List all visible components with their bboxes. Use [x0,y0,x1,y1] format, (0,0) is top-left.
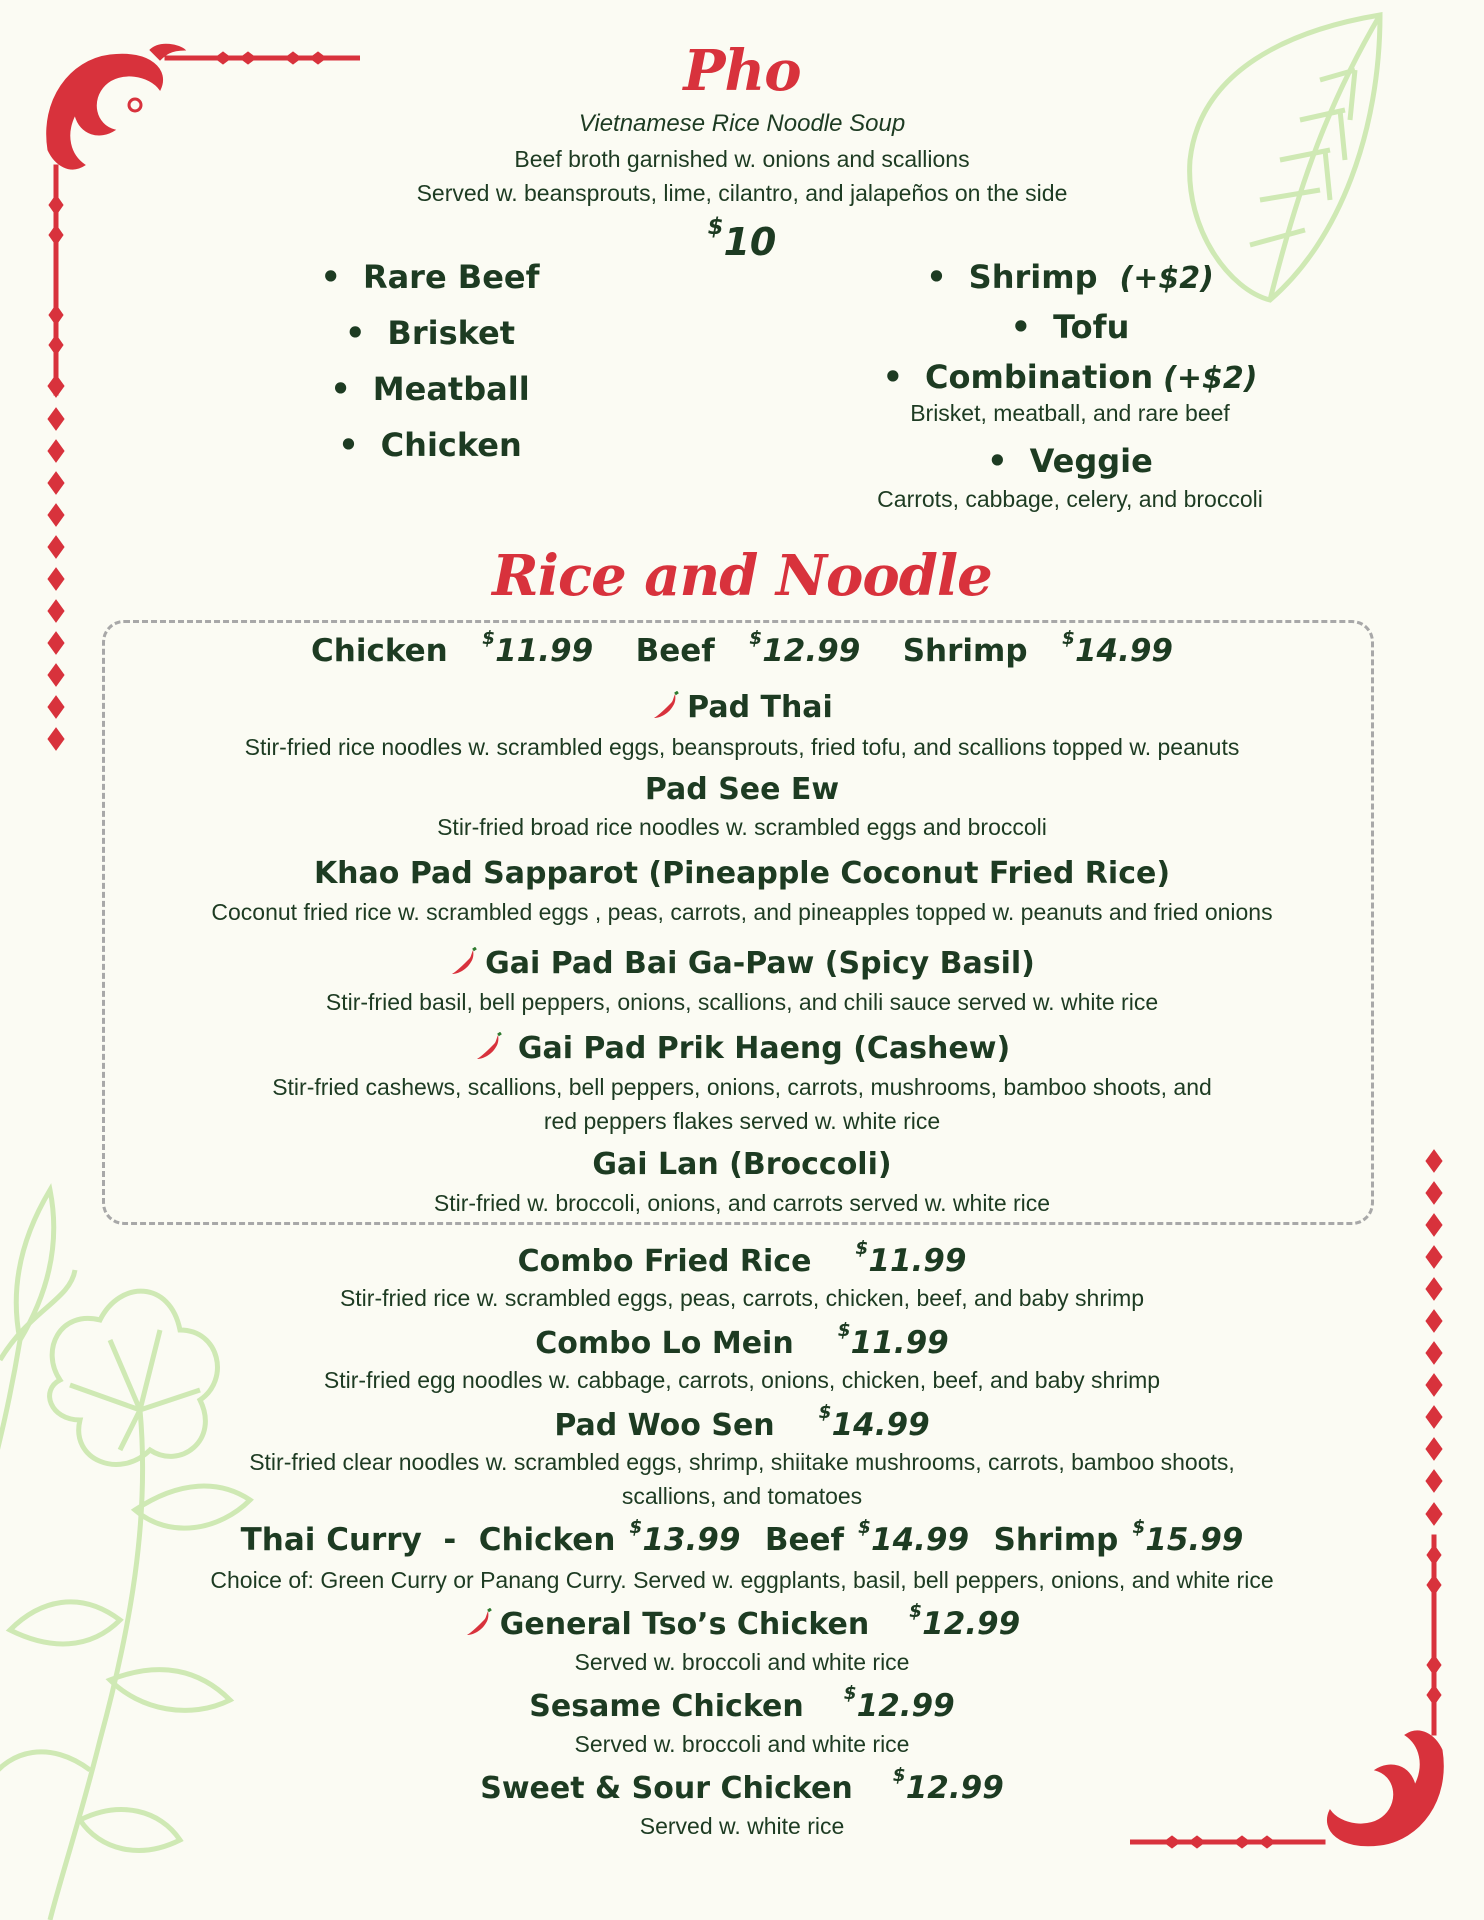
sweet-sour-chicken-description: Served w. white rice [639,1813,845,1839]
cashew-description-1: Stir-fried cashews, scallions, bell peppers, onions, carrots, mushrooms, bamboo shoots, and [272,1074,1212,1100]
list-item: • Chicken [338,426,522,464]
menu-item-sweet-sour-chicken [0,1765,1484,1806]
chili-pepper-icon [651,691,681,721]
combination-description: Brisket, meatball, and rare beef [910,400,1230,426]
chili-pepper-icon [464,1608,494,1638]
menu-item-spicy-basil: Gai Pad Bai Ga-Paw (Spicy Basil) [0,946,1484,981]
item-price: $12.99 [909,1601,1021,1642]
pho-description-2: Served w. beansprouts, lime, cilantro, and jalapeños on the side [416,180,1068,206]
menu-item-pad-see-ew: Pad See Ew [644,772,840,807]
curry-option-name: Shrimp [993,1522,1119,1558]
gai-lan-description: Stir-fried w. broccoli, onions, and carrots served w. white rice [433,1190,1051,1216]
list-item: • Veggie [987,442,1153,480]
menu-item-cashew: Gai Pad Prik Haeng (Cashew) [0,1031,1484,1066]
protein-price-row [0,628,1484,669]
protein-price: $12.99 [749,628,861,669]
cashew-description-2: red peppers flakes served w. white rice [543,1108,941,1134]
protein-name: Chicken [311,633,448,669]
chili-pepper-icon [449,947,479,977]
curry-option-price: $14.99 [858,1517,970,1558]
pho-left-list [230,258,630,482]
menu-item-combo-lo-mein [0,1320,1484,1361]
curry-option-price: $15.99 [1132,1517,1244,1558]
menu-item-thai-curry [0,1517,1484,1558]
pho-price: $10 [707,214,777,264]
list-item: • Rare Beef [320,258,540,296]
item-name: Combo Lo Mein [535,1326,794,1361]
curry-option-price: $13.99 [629,1517,741,1558]
item-price: $11.99 [855,1238,967,1279]
pad-see-ew-description: Stir-fried broad rice noodles w. scrambled eggs and broccoli [437,814,1047,840]
menu-item-general-tso [0,1601,1484,1642]
veggie-description: Carrots, cabbage, celery, and broccoli [877,486,1263,512]
sesame-chicken-description: Served w. broccoli and white rice [574,1731,910,1757]
pho-description-1: Beef broth garnished w. onions and scallions [514,146,970,172]
curry-option-name: Beef [764,1522,845,1558]
item-name: Combo Fried Rice [517,1244,812,1279]
protein-name: Shrimp [902,633,1028,669]
combo-lo-mein-description: Stir-fried egg noodles w. cabbage, carrots, onions, chicken, beef, and baby shrimp [323,1367,1161,1393]
spicy-basil-description: Stir-fried basil, bell peppers, onions, scallions, and chili sauce served w. white rice [325,989,1159,1015]
combo-fried-rice-description: Stir-fried rice w. scrambled eggs, peas, carrots, chicken, beef, and baby shrimp [339,1285,1145,1311]
pad-thai-description: Stir-fried rice noodles w. scrambled eggs, beansprouts, fried tofu, and scallions topped w. peanuts [244,734,1240,760]
pad-woo-sen-description-2: scallions, and tomatoes [621,1483,863,1509]
menu-item-gai-lan: Gai Lan (Broccoli) [592,1147,892,1182]
menu-item-pad-woo-sen [0,1402,1484,1443]
protein-name: Beef [635,633,715,669]
khao-pad-sapparot-description: Coconut fried rice w. scrambled eggs , peas, carrots, and pineapples topped w. peanuts and fried onions [211,899,1273,925]
list-item: • Brisket [344,314,516,352]
item-name: General Tso’s Chicken [499,1607,870,1642]
chili-pepper-icon [474,1032,504,1062]
menu-item-sesame-chicken [0,1683,1484,1724]
rice-noodle-title: Rice and Noodle [492,543,992,609]
protein-price: $14.99 [1061,628,1173,669]
list-item: • Shrimp (+$2) [926,258,1214,296]
item-price: $12.99 [843,1683,955,1724]
item-name: Sweet & Sour Chicken [480,1771,853,1806]
item-price: $12.99 [892,1765,1004,1806]
protein-price: $11.99 [482,628,594,669]
list-item: • Tofu [1010,308,1130,346]
list-item: • Meatball [330,370,530,408]
menu-item-khao-pad-sapparot: Khao Pad Sapparot (Pineapple Coconut Fried Rice) [313,856,1171,891]
thai-curry-description: Choice of: Green Curry or Panang Curry. Served w. eggplants, basil, bell peppers, onions, and white rice [210,1567,1274,1593]
pho-right-list [830,258,1310,513]
menu-item-combo-fried-rice [0,1238,1484,1279]
general-tso-description: Served w. broccoli and white rice [574,1649,910,1675]
pad-woo-sen-description-1: Stir-fried clear noodles w. scrambled eggs, shrimp, shiitake mushrooms, carrots, bamboo shoots, [249,1449,1235,1475]
menu-item-pad-thai: Pad Thai [0,690,1484,725]
pho-subtitle: Vietnamese Rice Noodle Soup [578,110,906,137]
item-name: Pad Woo Sen [554,1408,775,1443]
item-name: Thai Curry - [240,1522,457,1558]
list-item: • Combination (+$2) [882,358,1258,396]
item-name: Sesame Chicken [529,1689,804,1724]
curry-option-name: Chicken [478,1522,616,1558]
item-price: $14.99 [818,1402,930,1443]
item-price: $11.99 [837,1320,949,1361]
pho-title: Pho [683,38,801,104]
